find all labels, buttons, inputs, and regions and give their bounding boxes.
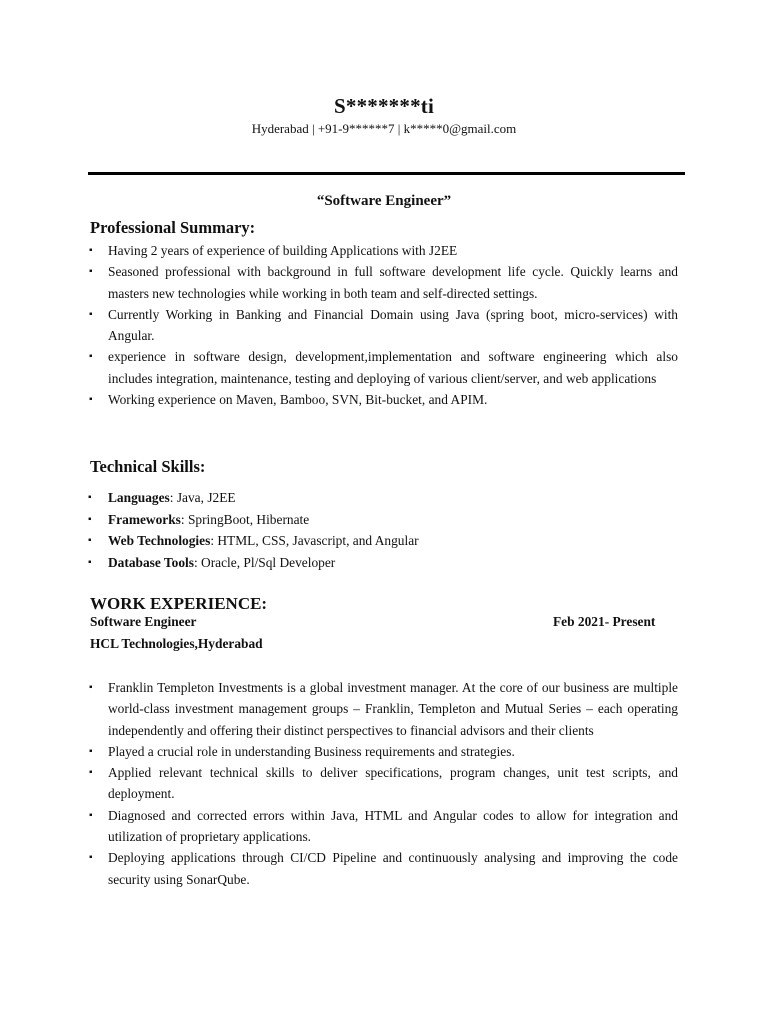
- list-item: [88, 304, 678, 347]
- bullet-icon: ▪: [89, 745, 93, 757]
- list-item-text: Having 2 years of experience of building Applications with J2EE: [108, 243, 458, 258]
- bullet-icon: ▪: [89, 809, 93, 821]
- skill-value: : Oracle, Pl/Sql Developer: [193, 554, 336, 570]
- list-item-text: Currently Working in Banking and Financial Domain using Java (spring boot, micro-services) with Angular.: [108, 306, 678, 344]
- skill-item: [88, 509, 608, 531]
- skill-label: Database Tools: [108, 554, 194, 570]
- experience-list: [88, 677, 678, 890]
- summary-list: [88, 240, 678, 410]
- skill-value: : Java, J2EE: [169, 490, 236, 505]
- list-item: [88, 261, 678, 304]
- bullet-icon: ▪: [89, 394, 93, 406]
- list-item: [88, 346, 678, 389]
- list-item: [88, 805, 678, 848]
- job-title: Software Engineer: [90, 614, 197, 629]
- skill-item: [88, 552, 608, 574]
- bullet-icon: ▪: [88, 535, 92, 546]
- bullet-icon: ▪: [89, 266, 93, 278]
- bullet-icon: ▪: [88, 492, 92, 503]
- skill-label: Web Technologies: [108, 533, 211, 548]
- list-item: [88, 847, 678, 890]
- job-dates: Feb 2021- Present: [553, 614, 656, 629]
- skills-list: [88, 487, 608, 573]
- list-item-text: Played a crucial role in understanding Business requirements and strategies.: [108, 743, 515, 759]
- list-item: [88, 741, 678, 762]
- skill-label: Languages: [108, 490, 170, 505]
- company-name: HCL Technologies,Hyderabad: [90, 636, 263, 651]
- bullet-icon: ▪: [88, 513, 92, 525]
- list-item-text: Diagnosed and corrected errors within Java, HTML and Angular codes to allow for integration and utilization of proprietary applications.: [108, 807, 678, 845]
- bullet-icon: ▪: [88, 556, 92, 568]
- skills-heading: Technical Skills:: [90, 457, 206, 476]
- candidate-name: S*******ti: [333, 94, 434, 118]
- list-item: [88, 677, 678, 741]
- skill-value: : SpringBoot, Hibernate: [180, 511, 310, 527]
- list-item-text: Deploying applications through CI/CD Pipeline and continuously analysing and improving the code security using SonarQube.: [108, 850, 678, 887]
- list-item-text: Working experience on Maven, Bamboo, SVN, Bit-bucket, and APIM.: [108, 392, 488, 408]
- contact-line: Hyderabad | +91-9******7 | k*****0@gmail.com: [251, 121, 517, 136]
- skill-value: : HTML, CSS, Javascript, and Angular: [210, 533, 419, 548]
- list-item: [88, 762, 678, 805]
- bullet-icon: ▪: [89, 245, 93, 256]
- header-divider: [88, 172, 685, 175]
- bullet-icon: ▪: [89, 852, 93, 864]
- bullet-icon: ▪: [89, 682, 93, 693]
- skill-label: Frameworks: [108, 511, 181, 527]
- list-item: [88, 389, 678, 410]
- experience-heading: WORK EXPERIENCE:: [90, 594, 268, 613]
- skill-item: [88, 487, 608, 509]
- list-item-text: Seasoned professional with background in full software development life cycle. Quickly learns and masters new technologies while working in both team and self-directed settings.: [108, 264, 678, 301]
- skill-item: [88, 530, 608, 552]
- list-item-text: Franklin Templeton Investments is a global investment manager. At the core of our business are multiple world-class investment management groups – Franklin, Templeton and Mutual Series – each operating independently and offering their distinct perspectives to financial advisors and their clients: [108, 680, 678, 738]
- summary-heading: Professional Summary:: [90, 218, 256, 237]
- list-item-text: Applied relevant technical skills to deliver specifications, program changes, unit test scripts, and deployment.: [108, 765, 678, 802]
- bullet-icon: ▪: [89, 308, 93, 320]
- list-item: [88, 240, 678, 261]
- bullet-icon: ▪: [89, 767, 93, 779]
- role-title: “Software Engineer”: [316, 193, 452, 209]
- bullet-icon: ▪: [89, 351, 93, 363]
- list-item-text: experience in software design, development,implementation and software engineering which also includes integration, maintenance, testing and deploying of various client/server, and web applications: [108, 349, 678, 386]
